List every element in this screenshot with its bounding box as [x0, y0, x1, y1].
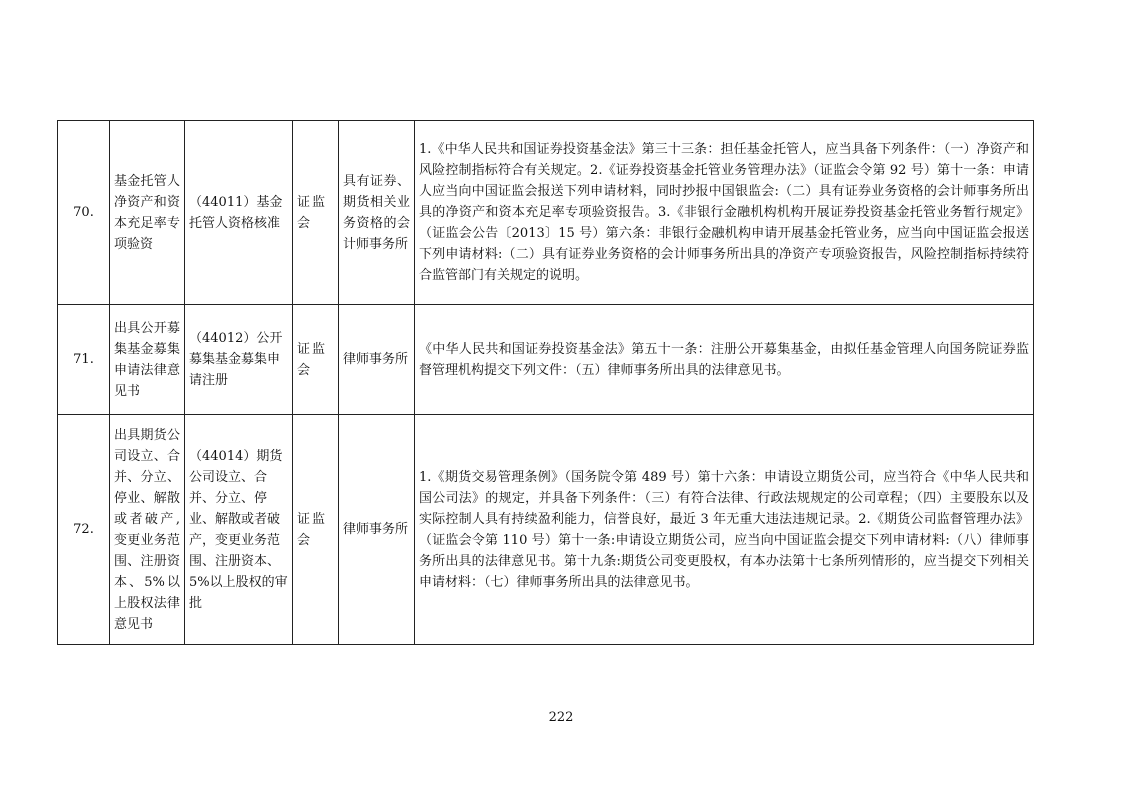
service-item: 基金托管人净资产和资本充足率专项验资: [110, 121, 185, 305]
table-row: [58, 121, 1034, 305]
legal-basis: 《中华人民共和国证券投资基金法》第五十一条：注册公开募集基金，由拟任基金管理人向国务院证券监督管理机构提交下列文件：（五）律师事务所出具的法律意见书。: [415, 305, 1034, 415]
approval-item: （44012）公开募集基金募集申请注册: [185, 305, 293, 415]
service-item: 出具公开募集基金募集申请法律意见书: [110, 305, 185, 415]
table-row: [58, 415, 1034, 645]
department: 证监会: [293, 121, 339, 305]
department: 证监会: [293, 415, 339, 645]
legal-basis: 1.《中华人民共和国证券投资基金法》第三十三条：担任基金托管人，应当具备下列条件：（一）净资产和风险控制指标符合有关规定。2.《证券投资基金托管业务管理办法》（证监会令第 92 号）第十一条：申请人应当向中国证监会报送下列申请材料，同时抄报中国银监会:（二）具有证券业务资格的会计师事务所出具的净资产和资本充足率专项验资报告。3.《非银行金融机构机构开展证券投资基金托管业务暂行规定》（证监会公告〔2013〕15 号）第六条：非银行金融机构申请开展基金托管业务，应当向中国证监会报送下列申请材料:（二）具有证券业务资格的会计师事务所出具的净资产专项验资报告，风险控制指标持续符合监管部门有关规定的说明。: [415, 121, 1034, 305]
service-item: 出具期货公司设立、合并、分立、停业、解散或者破产,变更业务范围、注册资本、5%以上股权法律意见书: [110, 415, 185, 645]
row-number: 70.: [58, 121, 110, 305]
department: 证监会: [293, 305, 339, 415]
legal-basis: 1.《期货交易管理条例》（国务院令第 489 号）第十六条：申请设立期货公司，应当符合《中华人民共和国公司法》的规定，并具备下列条件：（三）有符合法律、行政法规规定的公司章程；（四）主要股东以及实际控制人具有持续盈利能力，信誉良好，最近 3 年无重大违法违规记录。2.《期货公司监督管理办法》（证监会令第 110 号）第十一条:申请设立期货公司，应当向中国证监会提交下列申请材料:（八）律师事务所出具的法律意见书。第十九条:期货公司变更股权，有本办法第十七条所列情形的，应当提交下列相关申请材料：（七）律师事务所出具的法律意见书。: [415, 415, 1034, 645]
page-number: 222: [548, 710, 574, 725]
service-organization: 律师事务所: [339, 415, 415, 645]
approval-item: （44014）期货公司设立、合并、分立、停业、解散或者破产，变更业务范围、注册资本、5%以上股权的审批: [185, 415, 293, 645]
requirements-table: [57, 120, 1034, 645]
row-number: 72.: [58, 415, 110, 645]
service-organization: 律师事务所: [339, 305, 415, 415]
row-number: 71.: [58, 305, 110, 415]
table-row: [58, 305, 1034, 415]
service-organization: 具有证券、期货相关业务资格的会计师事务所: [339, 121, 415, 305]
approval-item: （44011）基金托管人资格核准: [185, 121, 293, 305]
